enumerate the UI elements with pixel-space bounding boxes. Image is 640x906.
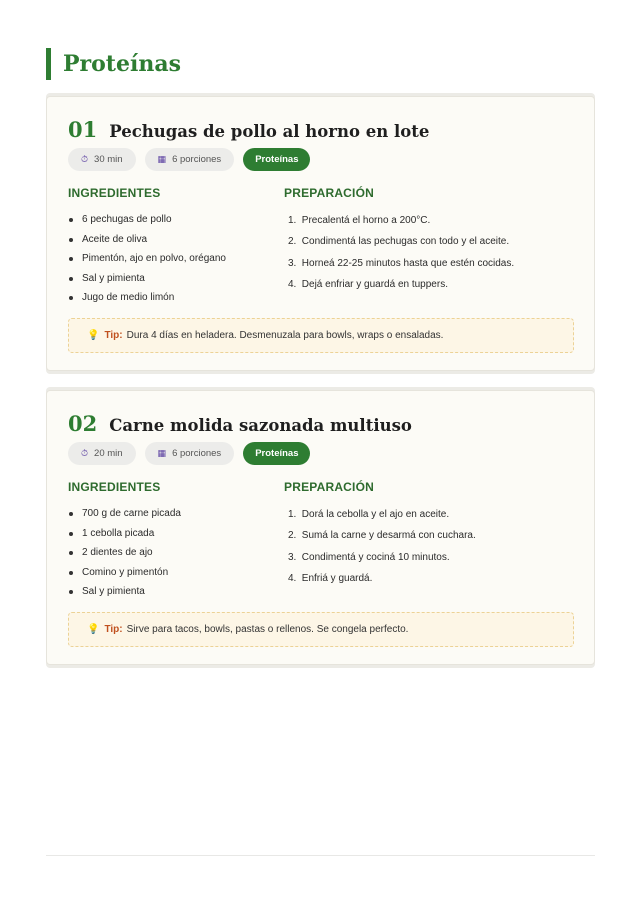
lightbulb-icon: 💡 (87, 330, 100, 341)
ingredient-item: Sal y pimienta (68, 269, 226, 289)
recipe-card (46, 96, 595, 371)
servings-value: 6 porciones (172, 154, 222, 165)
ingredient-item: 2 dientes de ajo (68, 543, 181, 563)
servings-icon: ▦ (157, 154, 167, 164)
recipe-title: Carne molida sazonada multiuso (109, 416, 412, 435)
step-item: 4. Dejá enfriar y guardá en tuppers. (288, 278, 448, 290)
ingredient-item: Jugo de medio limón (68, 288, 226, 308)
time-value: 30 min (94, 154, 123, 165)
ingredient-item: Comino y pimentón (68, 563, 181, 583)
timer-icon: ⏱ (81, 154, 89, 164)
recipe-header (68, 411, 412, 436)
tip-box (68, 318, 574, 353)
servings-badge (145, 442, 235, 465)
tip-text: Dura 4 días en heladera. Desmenuzala para bowls, wraps o ensaladas. (126, 330, 444, 341)
tip-label: Tip: (104, 624, 123, 635)
step-item: 2. Sumá la carne y desarmá con cuchara. (288, 530, 476, 542)
tip-box (68, 612, 574, 647)
category-badge: Proteínas (243, 148, 310, 171)
tip-text: Sirve para tacos, bowls, pastas o rellenos. Se congela perfecto. (126, 624, 409, 635)
footer-divider (46, 855, 595, 856)
steps-list (288, 210, 514, 295)
time-value: 20 min (94, 448, 123, 459)
ingredients-list (68, 504, 181, 602)
ingredient-item: Sal y pimienta (68, 582, 181, 602)
recipe-badges (68, 148, 310, 171)
preparation-heading: PREPARACIÓN (284, 480, 374, 494)
step-item: 1. Precalentá el horno a 200°C. (288, 215, 431, 226)
timer-icon: ⏱ (81, 448, 89, 458)
ingredients-list (68, 210, 226, 308)
step-item: 4. Enfriá y guardá. (288, 572, 373, 584)
ingredient-item: Pimentón, ajo en polvo, orégano (68, 249, 226, 269)
step-item: 1. Dorá la cebolla y el ajo en aceite. (288, 509, 450, 520)
step-item: 3. Horneá 22-25 minutos hasta que estén cocidas. (288, 257, 515, 269)
recipe-number: 01 (68, 117, 98, 142)
ingredients-heading: INGREDIENTES (68, 480, 161, 494)
time-badge (68, 442, 136, 465)
steps-list (288, 504, 476, 589)
recipe-badges (68, 442, 310, 465)
servings-icon: ▦ (157, 448, 167, 458)
servings-badge (145, 148, 235, 171)
time-badge (68, 148, 136, 171)
step-item: 2. Condimentá las pechugas con todo y el aceite. (288, 236, 510, 248)
lightbulb-icon: 💡 (87, 624, 100, 635)
ingredient-item: 1 cebolla picada (68, 524, 181, 544)
ingredients-heading: INGREDIENTES (68, 186, 161, 200)
recipe-header (68, 117, 429, 142)
ingredient-item: Aceite de oliva (68, 230, 226, 250)
recipe-title: Pechugas de pollo al horno en lote (109, 122, 430, 141)
section-title: Proteínas (46, 48, 181, 80)
step-item: 3. Condimentá y cociná 10 minutos. (288, 551, 450, 563)
category-badge: Proteínas (243, 442, 310, 465)
servings-value: 6 porciones (172, 448, 222, 459)
ingredient-item: 6 pechugas de pollo (68, 210, 226, 230)
tip-label: Tip: (104, 330, 123, 341)
ingredient-item: 700 g de carne picada (68, 504, 181, 524)
preparation-heading: PREPARACIÓN (284, 186, 374, 200)
recipe-number: 02 (68, 411, 98, 436)
recipe-card (46, 390, 595, 665)
